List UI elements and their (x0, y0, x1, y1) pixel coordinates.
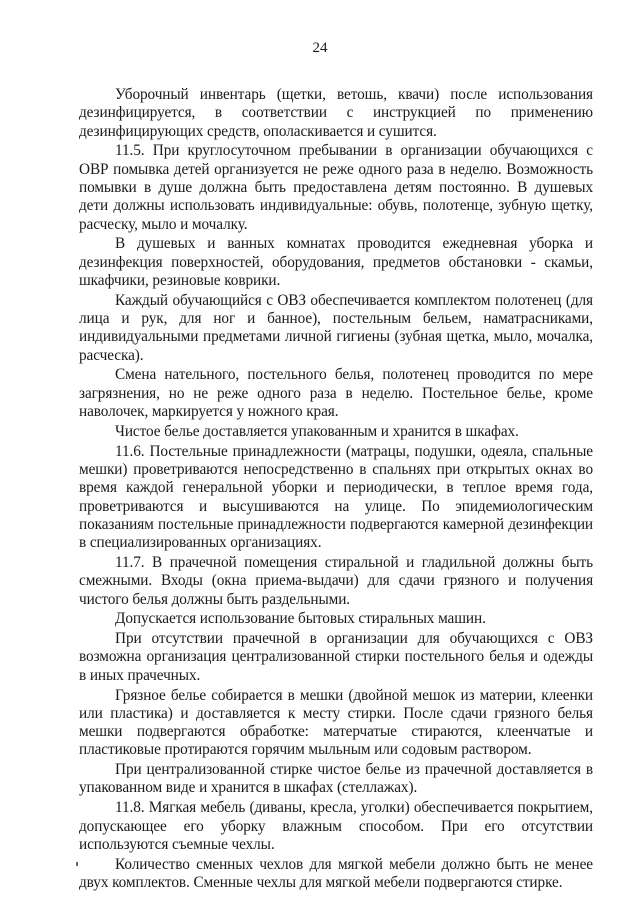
paragraph-washing-machines: Допускается использование бытовых стиральных машин. (115, 610, 486, 628)
paragraph-centralized-laundry: При отсутствии прачечной в организации для обучающихся с ОВЗ возможна организация централизованной стирки постельного белья и одежды в иных прачечных. (79, 630, 593, 684)
paragraph-cleaning-inventory: Уборочный инвентарь (щетки, ветошь, квачи) после использования дезинфицируется, в соответствии с инструкцией по применению дезинфицирующих средств, ополаскивается и сушится. (79, 86, 593, 140)
page-number: 24 (312, 40, 328, 56)
paragraph-clean-delivery: При централизованной стирке чистое белье из прачечной доставляется в упакованном виде и хранится в шкафах (стеллажах). (79, 761, 593, 797)
paragraph-towels: Каждый обучающийся с ОВЗ обеспечивается комплектом полотенец (для лица и рук, для ног и банное), постельным бельем, наматрасниками, индивидуальными предметами личной гигиены (зубная щетка, мыло, мочалка, расческа). (79, 291, 593, 364)
paragraph-11-7-laundry: 11.7. В прачечной помещения стиральной и гладильной должны быть смежными. Входы (окна приема-выдачи) для сдачи грязного и получения чистого белья должны быть раздельными. (79, 553, 593, 608)
paragraph-11-5-bathing: 11.5. При круглосуточном пребывании в организации обучающихся с ОВР помывка детей организуется не реже одного раза в неделю. Возможность помывки в душе должна быть предоставлена детям постоянно. В душевых дети должны использовать индивидуальные: обувь, полотенце, зубную щетку, расческу, мыло и мочалку. (79, 142, 593, 233)
paragraph-linen-change: Смена нательного, постельного белья, полотенец проводится по мере загрязнения, но не реже одного раза в неделю. Постельное белье, кроме наволочек, маркируется у ножного края. (79, 366, 593, 421)
paragraph-clean-linen: Чистое белье доставляется упакованным и хранится в шкафах. (115, 422, 519, 440)
document-body (79, 86, 593, 894)
paragraph-covers: Количество сменных чехлов для мягкой мебели должно быть не менее двух комплектов. Сменные чехлы для мягкой мебели подвергаются стирке. (79, 855, 593, 891)
paragraph-11-6-bedding: 11.6. Постельные принадлежности (матрацы, подушки, одеяла, спальные мешки) проветриваются непосредственно в спальнях при открытых окнах во время каждой генеральной уборки и периодически, в теплое время года, проветриваются и высушиваются на улице. По эпидемиологическим показаниям постельные принадлежности подвергаются камерной дезинфекции в специализированных организациях. (79, 442, 593, 552)
paragraph-shower-cleaning: В душевых и ванных комнатах проводится ежедневная уборка и дезинфекция поверхностей, оборудования, предметов обстановки - скамьи, шкафчики, резиновые коврики. (79, 235, 593, 289)
scan-artifact (76, 862, 78, 866)
paragraph-11-8-furniture: 11.8. Мягкая мебель (диваны, кресла, уголки) обеспечивается покрытием, допускающее его уборку влажным способом. При его отсутствии используются съемные чехлы. (79, 799, 593, 853)
paragraph-dirty-linen: Грязное белье собирается в мешки (двойной мешок из материи, клеенки или пластика) и доставляется к месту стирки. После сдачи грязного белья мешки подвергаются обработке: матерчатые стираются, клеенчатые и пластиковые протираются горячим мыльным или содовым раствором. (79, 686, 593, 759)
